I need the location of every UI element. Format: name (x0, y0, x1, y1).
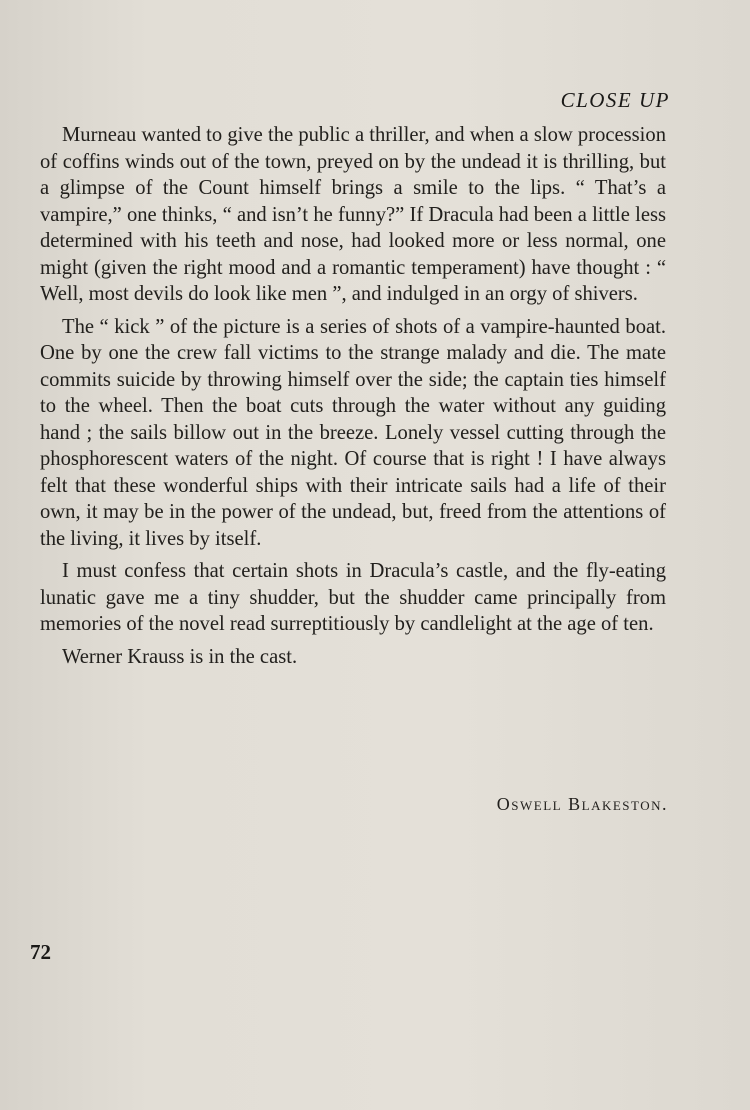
paragraph: The “ kick ” of the picture is a series of shots of a vampire-haunted boat. One by one the crew fall victims to the strange malady and die. The mate commits suicide by throwing himself over the side; the captain ties himself to the wheel. Then the boat cuts through the water without any guiding hand ; the sails billow out in the breeze. Lonely vessel cutting through the phosphorescent waters of the night. Of course that is right ! I have always felt that these wonderful ships with their intricate sails had a life of their own, it may be in the power of the undead, but, freed from the attentions of the living, it lives by itself. (40, 315, 666, 550)
author-signature: Oswell Blakeston. (496, 794, 668, 814)
page-number: 72 (30, 940, 51, 964)
paragraph: I must confess that certain shots in Dracula’s castle, and the fly-eating lunatic gave me a tiny shudder, but the shudder came principally from memories of the novel read surreptitiously by candlelight at the age of ten. (40, 560, 666, 635)
paragraph: Murneau wanted to give the public a thriller, and when a slow procession of coffins winds out of the town, preyed on by the undead it is thrilling, but a glimpse of the Count himself brings a smile to the lips. “ That’s a vampire,” one thinks, “ and isn’t he funny?” If Dracula had been a little less determined with his teeth and nose, had looked more or less normal, one might (given the right mood and a romantic temperament) have thought : “ Well, most devils do look like men ”, and indulged in an orgy of shivers. (40, 124, 666, 305)
running-head: CLOSE UP (560, 88, 670, 112)
article-body (40, 122, 666, 676)
paragraph: Werner Krauss is in the cast. (62, 645, 298, 668)
